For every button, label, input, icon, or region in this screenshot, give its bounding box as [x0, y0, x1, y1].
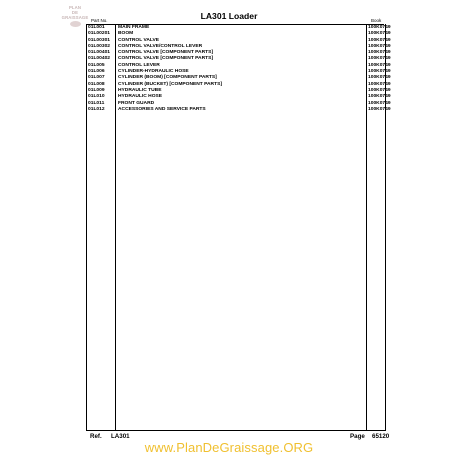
book-number-cell: 100K0749: [368, 75, 391, 81]
part-no-header: Part No.: [91, 18, 108, 23]
description-cell: CYLINDER (BOOM) [COMPONENT PARTS]: [118, 75, 217, 81]
page-title: LA301 Loader: [200, 11, 258, 21]
book-number-cell: 100K0749: [368, 31, 391, 37]
description-cell: ACCESSORIES AND SERVICE PARTS: [118, 106, 206, 112]
book-header: Book: [371, 18, 382, 23]
book-number-cell: 100K0749: [368, 62, 391, 68]
book-number-cell: 100K0749: [368, 50, 391, 56]
description-cell: CONTROL VALVE/CONTROL LEVER: [118, 43, 203, 49]
part-number-cell: 01L00402: [88, 56, 111, 62]
description-cell: BOOM: [118, 31, 134, 37]
book-number-cell: 100K0749: [368, 43, 391, 49]
book-number-cell: 100K0749: [368, 81, 391, 87]
description-cell: CONTROL VALVE: [118, 37, 160, 43]
part-number-cell: 01L011: [88, 100, 105, 106]
description-cell: CYLINDER (BUCKET) [COMPONENT PARTS]: [118, 81, 222, 87]
description-cell: FRONT GUARD: [118, 100, 155, 106]
book-number-cell: 100K0749: [368, 106, 391, 112]
book-number-cell: 100K0749: [368, 100, 391, 106]
logo-line-1: PLAN: [68, 5, 82, 10]
oil-drop-icon: [70, 21, 81, 27]
part-number-cell: 01L012: [88, 106, 105, 112]
table-row: [86, 106, 391, 113]
part-number-cell: 01L00201: [88, 31, 111, 37]
footer-ref-label: Ref.: [90, 433, 102, 440]
book-number-cell: 100K0749: [368, 25, 391, 30]
part-number-cell: 01L006: [88, 69, 105, 75]
logo-line-3: GRAISSAGE: [61, 15, 89, 20]
footer-model: LA301: [111, 433, 130, 440]
part-number-cell: 01L001: [88, 25, 105, 30]
description-cell: HYDRAULIC TUBE: [118, 87, 162, 93]
book-number-cell: 100K0749: [368, 87, 391, 93]
part-number-cell: 01L009: [88, 87, 105, 93]
part-number-cell: 01L008: [88, 81, 105, 87]
part-number-cell: 01L00302: [88, 43, 111, 49]
footer-page-number: 65120: [372, 433, 390, 440]
logo-line-2: DE: [71, 10, 79, 15]
part-number-cell: 01L00401: [88, 50, 111, 56]
book-number-cell: 100K0749: [368, 94, 391, 100]
description-cell: CONTROL LEVER: [118, 62, 160, 68]
watermark-url: www.PlanDeGraissage.ORG: [144, 440, 314, 455]
description-cell: CONTROL VALVE [COMPONENT PARTS]: [118, 56, 214, 62]
book-number-cell: 100K0749: [368, 56, 391, 62]
part-number-cell: 01L00301: [88, 37, 111, 43]
book-number-cell: 100K0749: [368, 69, 391, 75]
footer-page-label: Page: [350, 433, 365, 440]
parts-table-body: [86, 25, 391, 113]
description-cell: HYDRAULIC HOSE: [118, 94, 163, 100]
part-number-cell: 01L007: [88, 75, 105, 81]
part-number-cell: 01L005: [88, 62, 105, 68]
description-cell: MAIN FRAME: [118, 25, 150, 30]
description-cell: CONTROL VALVE [COMPONENT PARTS]: [118, 50, 214, 56]
book-number-cell: 100K0749: [368, 37, 391, 43]
description-cell: CYLINDER-HYDRAULIC HOSE: [118, 69, 189, 75]
part-number-cell: 01L010: [88, 94, 105, 100]
